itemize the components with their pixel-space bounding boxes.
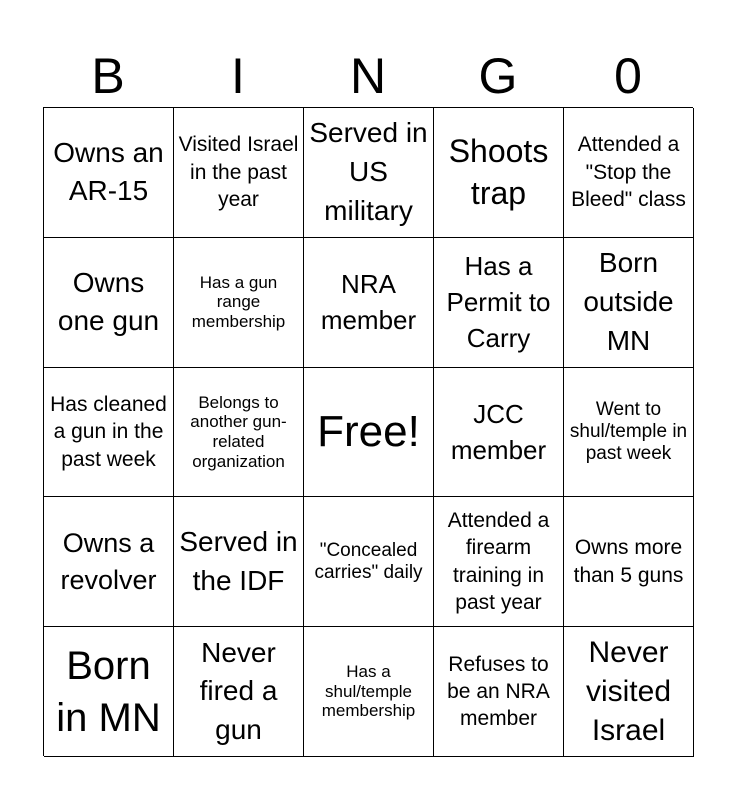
bingo-cell-r3c4[interactable]: JCC member xyxy=(434,368,564,498)
bingo-cell-r1c5[interactable]: Attended a "Stop the Bleed" class xyxy=(564,108,694,238)
header-letter-o: 0 xyxy=(614,48,642,104)
bingo-cell-r5c4[interactable]: Refuses to be an NRA member xyxy=(434,627,564,757)
header-letter-i: I xyxy=(231,48,245,104)
bingo-cell-r2c4[interactable]: Has a Permit to Carry xyxy=(434,238,564,368)
bingo-cell-r3c5[interactable]: Went to shul/temple in past week xyxy=(564,368,694,498)
bingo-cell-r3c1[interactable]: Has cleaned a gun in the past week xyxy=(44,368,174,498)
header-letter-n: N xyxy=(349,48,387,104)
bingo-cell-r5c1[interactable]: Born in MN xyxy=(44,627,174,757)
bingo-cell-r2c2[interactable]: Has a gun range membership xyxy=(174,238,304,368)
bingo-cell-free-space[interactable]: Free! xyxy=(304,368,434,498)
bingo-cell-r4c4[interactable]: Attended a firearm training in past year xyxy=(434,497,564,627)
bingo-cell-r5c5[interactable]: Never visited Israel xyxy=(564,627,694,757)
bingo-cell-r2c3[interactable]: NRA member xyxy=(304,238,434,368)
bingo-cell-r5c2[interactable]: Never fired a gun xyxy=(174,627,304,757)
bingo-cell-r4c3[interactable]: "Concealed carries" daily xyxy=(304,497,434,627)
bingo-cell-r1c1[interactable]: Owns an AR-15 xyxy=(44,108,174,238)
bingo-cell-r5c3[interactable]: Has a shul/temple membership xyxy=(304,627,434,757)
bingo-card-grid xyxy=(43,107,693,756)
bingo-cell-r2c5[interactable]: Born outside MN xyxy=(564,238,694,368)
header-letter-b: B xyxy=(91,48,125,104)
bingo-cell-r1c4[interactable]: Shoots trap xyxy=(434,108,564,238)
bingo-header xyxy=(43,46,693,106)
bingo-cell-r4c2[interactable]: Served in the IDF xyxy=(174,497,304,627)
bingo-cell-r2c1[interactable]: Owns one gun xyxy=(44,238,174,368)
bingo-cell-r3c2[interactable]: Belongs to another gun-related organization xyxy=(174,368,304,498)
bingo-cell-r1c2[interactable]: Visited Israel in the past year xyxy=(174,108,304,238)
bingo-cell-r1c3[interactable]: Served in US military xyxy=(304,108,434,238)
bingo-cell-r4c5[interactable]: Owns more than 5 guns xyxy=(564,497,694,627)
header-letter-g: G xyxy=(478,48,518,104)
bingo-cell-r4c1[interactable]: Owns a revolver xyxy=(44,497,174,627)
